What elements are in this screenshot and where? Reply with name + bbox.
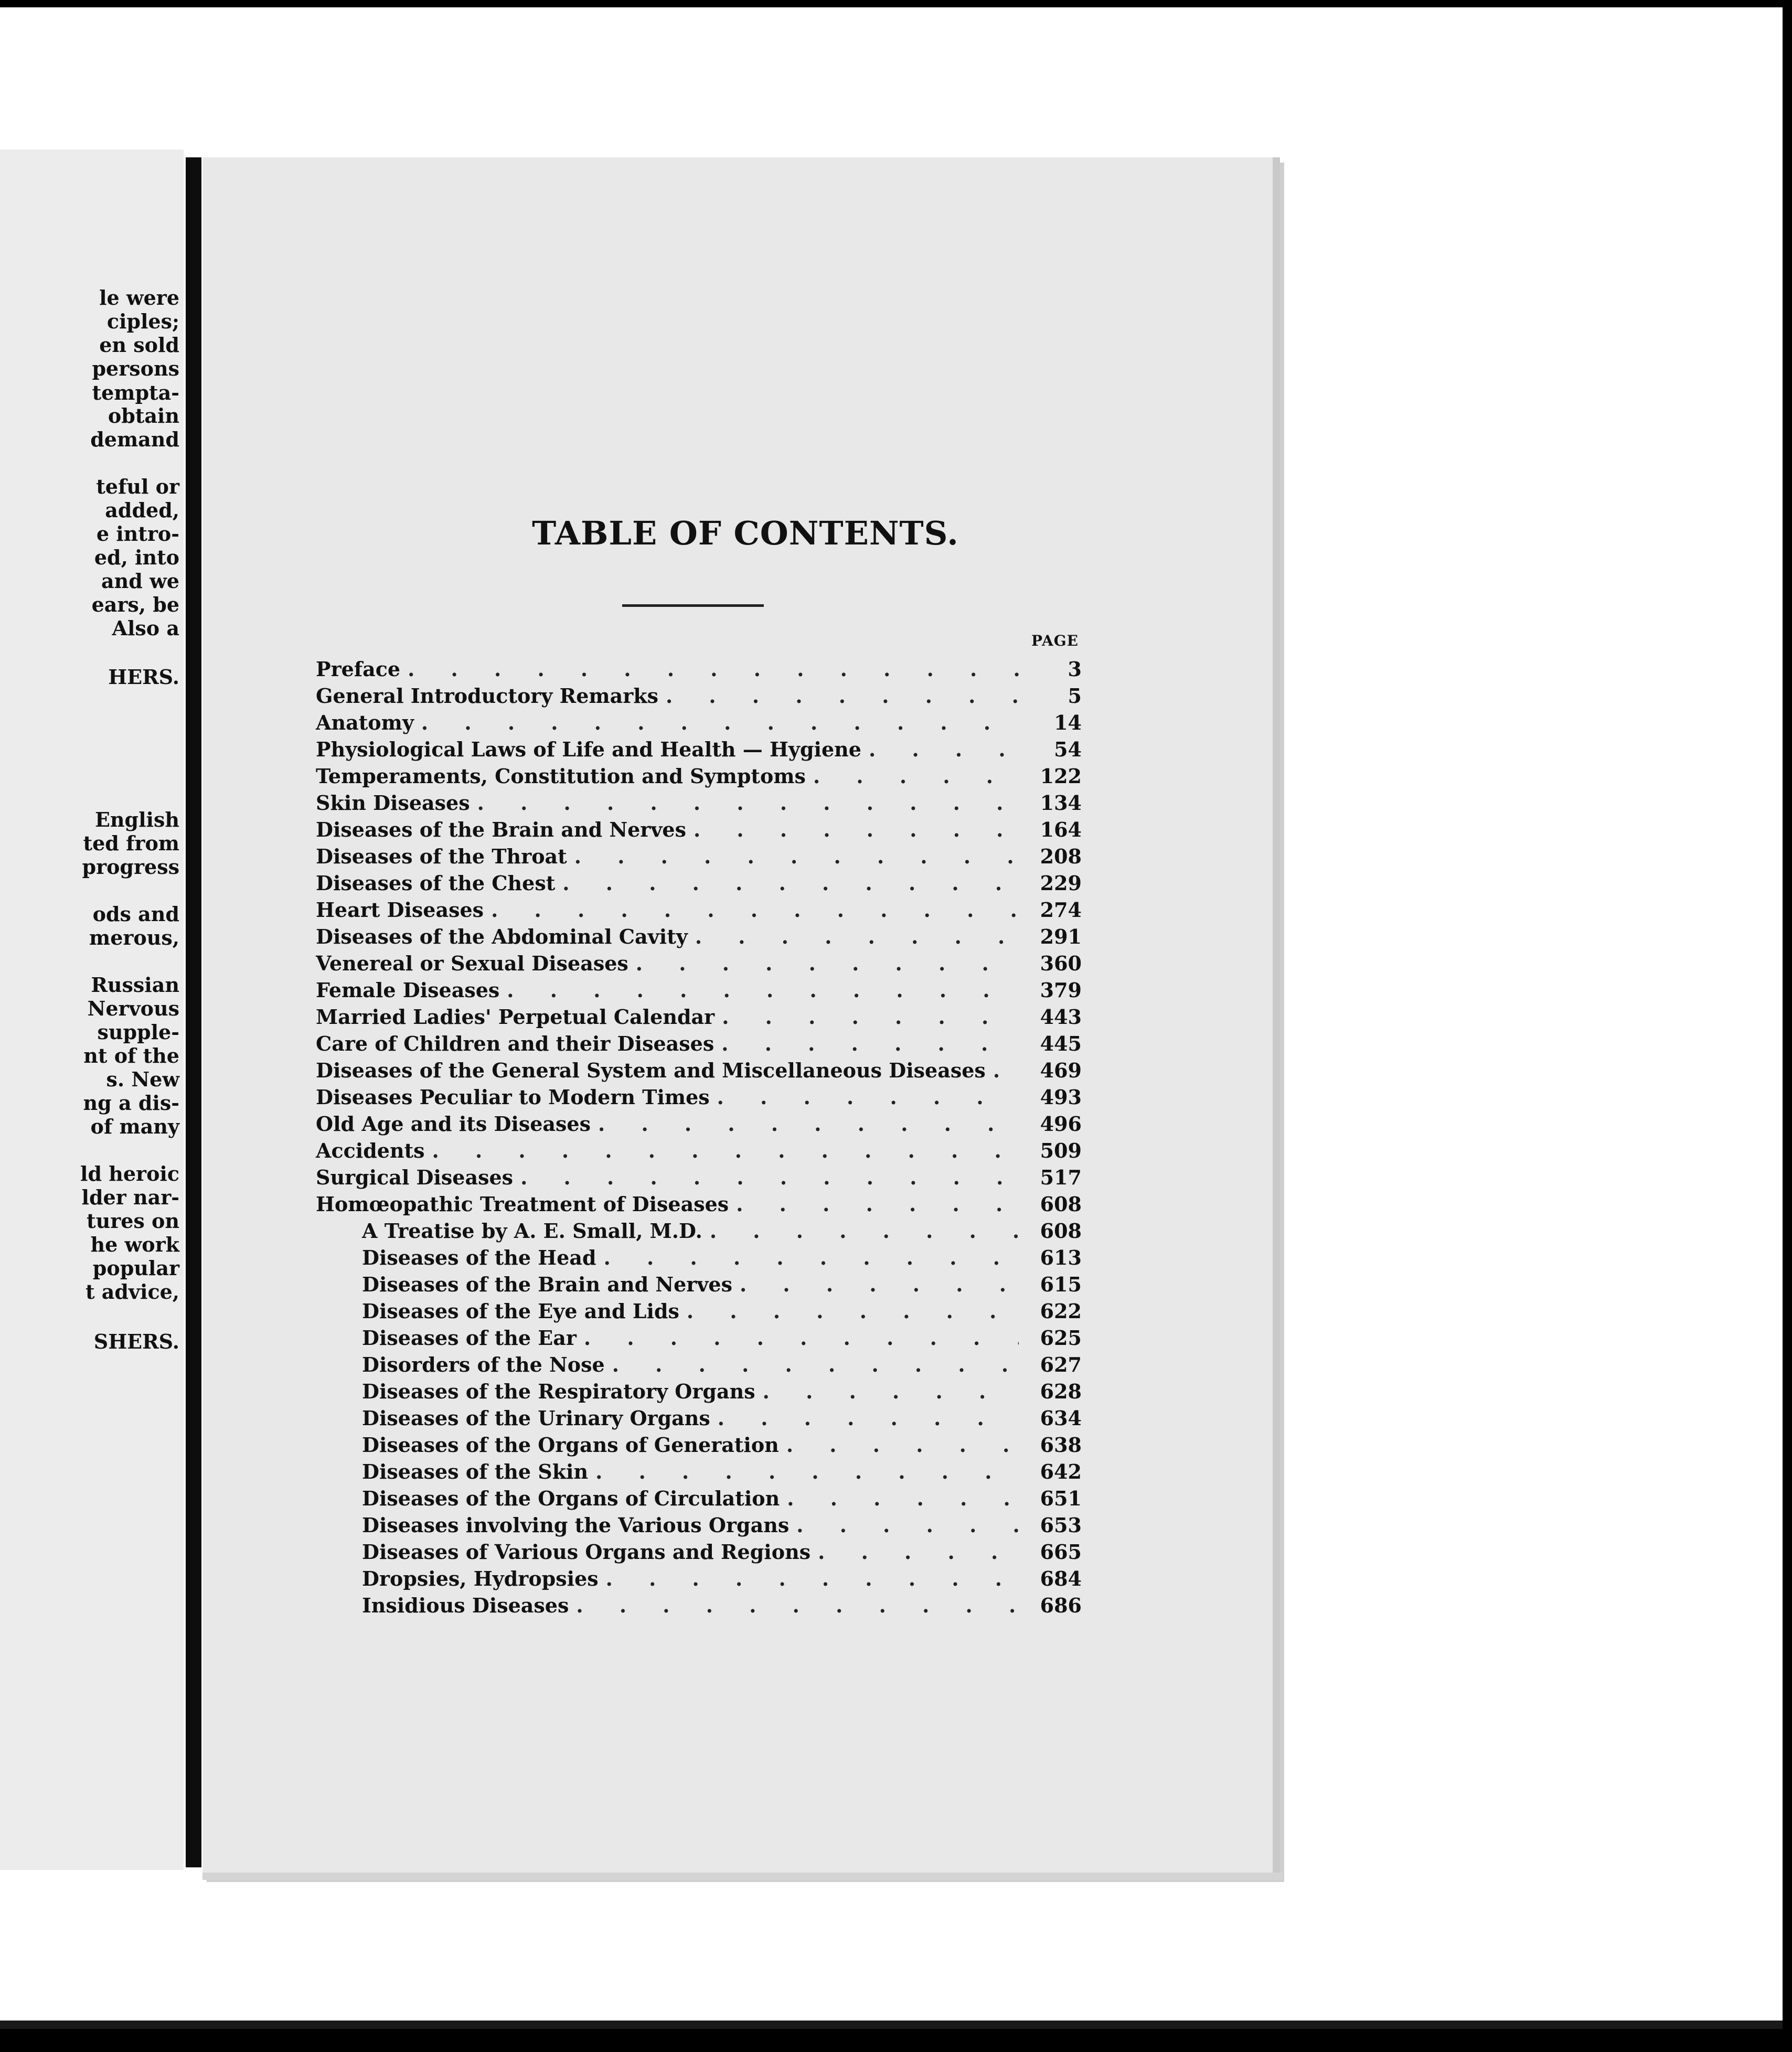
toc-entry: [316, 1538, 1082, 1565]
facing-page-line: le were: [99, 286, 179, 309]
toc-entry: [316, 763, 1082, 789]
dot-leader: [694, 816, 1019, 843]
toc-list: [316, 656, 1082, 1619]
facing-page-line: ears, be: [91, 593, 179, 616]
toc-entry-title: Diseases Peculiar to Modern Times: [316, 1085, 710, 1109]
facing-page-line: progress: [82, 855, 179, 879]
toc-entry-page-number: 469: [1040, 1059, 1082, 1082]
toc-entry: [316, 1164, 1082, 1191]
toc-entry-title: Skin Diseases: [316, 791, 470, 815]
dot-leader: [736, 1191, 1019, 1217]
toc-entry-page-number: 638: [1040, 1433, 1082, 1457]
facing-page-line: ciples;: [106, 309, 179, 333]
toc-entry-title: Homœopathic Treatment of Diseases: [316, 1192, 729, 1216]
dot-leader: [740, 1271, 1019, 1298]
facing-page-line: ods and: [92, 902, 179, 926]
toc-entry: [316, 1565, 1082, 1592]
toc-entry-title: Heart Diseases: [316, 898, 484, 922]
dot-leader: [584, 1324, 1019, 1351]
facing-page-line: Russian: [91, 973, 179, 997]
facing-page-line: added,: [105, 498, 179, 522]
toc-entry-title: Diseases of the Urinary Organs: [362, 1406, 710, 1430]
facing-page-line: ed, into: [94, 546, 179, 569]
facing-page-line: ld heroic: [80, 1162, 179, 1185]
facing-page-line: teful or: [96, 475, 179, 498]
toc-entry: [316, 1217, 1082, 1244]
toc-entry-title: Preface: [316, 657, 401, 681]
dot-leader: [813, 763, 1019, 789]
toc-entry-page-number: 517: [1040, 1166, 1082, 1189]
toc-entry-title: Anatomy: [316, 711, 414, 734]
facing-page-line: ng a dis-: [83, 1091, 179, 1115]
toc-entry: [316, 1592, 1082, 1619]
dot-leader: [666, 682, 1019, 709]
toc-entry: [316, 950, 1082, 977]
toc-entry: [316, 1351, 1082, 1378]
dot-leader: [687, 1298, 1019, 1324]
toc-entry-page-number: 608: [1040, 1219, 1082, 1243]
dot-leader: [432, 1137, 1019, 1164]
scan-border-right: [1783, 0, 1792, 2052]
toc-entry-title: Diseases of the Throat: [316, 845, 567, 868]
toc-entry-title: Female Diseases: [316, 978, 500, 1002]
toc-entry-page-number: 686: [1040, 1594, 1082, 1617]
facing-page-line: merous,: [89, 926, 179, 949]
facing-page-line: tempta-: [92, 381, 179, 404]
toc-entry-title: Diseases of the Abdominal Cavity: [316, 925, 688, 948]
toc-entry-page-number: 274: [1040, 898, 1082, 922]
toc-entry: [316, 1458, 1082, 1485]
toc-entry-page-number: 445: [1040, 1032, 1082, 1055]
scan-border-lower: [0, 2021, 1792, 2029]
toc-entry-page-number: 5: [1068, 684, 1082, 708]
dot-leader: [477, 789, 1019, 816]
toc-entry-title: Diseases of the General System and Miscellaneous Diseases: [316, 1059, 986, 1082]
toc-entry-page-number: 625: [1040, 1326, 1082, 1350]
facing-page-line: persons: [92, 357, 179, 380]
toc-entry-title: Diseases involving the Various Organs: [362, 1513, 790, 1537]
facing-page-line: nt of the: [83, 1044, 179, 1067]
toc-entry: [316, 870, 1082, 896]
toc-entry-page-number: 208: [1040, 845, 1082, 868]
dot-leader: [869, 736, 1019, 763]
facing-page-line: supple-: [97, 1020, 179, 1044]
facing-page-line: of many: [90, 1115, 179, 1138]
dot-leader: [721, 1030, 1019, 1057]
scan-border-bottom: [0, 2029, 1792, 2052]
facing-page-line: HERS.: [108, 665, 179, 689]
toc-entry-page-number: 608: [1040, 1192, 1082, 1216]
toc-entry: [316, 789, 1082, 816]
toc-entry-page-number: 653: [1040, 1513, 1082, 1537]
facing-page-line: t advice,: [85, 1280, 179, 1303]
dot-leader: [763, 1378, 1019, 1405]
toc-entry: [316, 736, 1082, 763]
dot-leader: [520, 1164, 1019, 1191]
toc-entry-title: Disorders of the Nose: [362, 1353, 605, 1376]
dot-leader: [562, 870, 1019, 896]
dot-leader: [576, 1592, 1019, 1619]
toc-entry-page-number: 164: [1040, 818, 1082, 841]
dot-leader: [491, 896, 1019, 923]
toc-entry-page-number: 613: [1040, 1246, 1082, 1269]
toc-entry-title: Insidious Diseases: [362, 1594, 569, 1617]
toc-entry-page-number: 622: [1040, 1299, 1082, 1323]
facing-page-line: ted from: [83, 831, 179, 855]
toc-entry: [316, 977, 1082, 1003]
toc-entry: [316, 1405, 1082, 1431]
toc-entry-title: Diseases of the Brain and Nerves: [316, 818, 686, 841]
title-rule: [622, 604, 764, 607]
toc-entry-page-number: 634: [1040, 1406, 1082, 1430]
toc-entry: [316, 1324, 1082, 1351]
toc-entry-title: Married Ladies' Perpetual Calendar: [316, 1005, 715, 1029]
toc-entry: [316, 1191, 1082, 1217]
facing-page-line: SHERS.: [93, 1330, 179, 1353]
toc-entry: [316, 1003, 1082, 1030]
toc-entry: [316, 1084, 1082, 1110]
toc-entry-title: Diseases of the Chest: [316, 871, 556, 895]
toc-entry-page-number: 615: [1040, 1273, 1082, 1296]
facing-page-line: s. New: [106, 1067, 179, 1091]
toc-entry-title: Diseases of the Brain and Nerves: [362, 1273, 732, 1296]
toc-entry-page-number: 122: [1040, 764, 1082, 788]
toc-entry-page-number: 493: [1040, 1085, 1082, 1109]
facing-page-line: English: [94, 808, 179, 831]
dot-leader: [993, 1057, 1019, 1084]
toc-entry: [316, 1512, 1082, 1538]
toc-entry-page-number: 443: [1040, 1005, 1082, 1029]
toc-entry-title: Physiological Laws of Life and Health — Hygiene: [316, 738, 861, 761]
toc-entry-page-number: 509: [1040, 1139, 1082, 1162]
dot-leader: [796, 1512, 1019, 1538]
toc-entry: [316, 1378, 1082, 1405]
facing-page-line: and we: [101, 569, 179, 593]
toc-entry: [316, 896, 1082, 923]
facing-page-line: tures on: [87, 1209, 179, 1233]
dot-leader: [604, 1244, 1019, 1271]
toc-entry-title: Care of Children and their Diseases: [316, 1032, 714, 1055]
toc-entry-page-number: 360: [1040, 952, 1082, 975]
dot-leader: [787, 1485, 1019, 1512]
toc-entry-title: Diseases of the Head: [362, 1246, 596, 1269]
dot-leader: [818, 1538, 1019, 1565]
toc-entry-page-number: 3: [1068, 657, 1082, 681]
dot-leader: [722, 1003, 1019, 1030]
toc-entry: [316, 1271, 1082, 1298]
dot-leader: [636, 950, 1019, 977]
facing-page-line: Also a: [112, 616, 179, 640]
toc-entry: [316, 816, 1082, 843]
facing-page-line: e intro-: [96, 522, 179, 546]
toc-entry-page-number: 54: [1054, 738, 1082, 761]
facing-page-line: he work: [90, 1233, 179, 1256]
toc-entry-page-number: 291: [1040, 925, 1082, 948]
toc-entry-title: Diseases of the Organs of Generation: [362, 1433, 779, 1457]
facing-page-line: Nervous: [87, 997, 179, 1020]
toc-entry-page-number: 496: [1040, 1112, 1082, 1136]
toc-entry: [316, 1244, 1082, 1271]
toc-entry-page-number: 684: [1040, 1567, 1082, 1590]
toc-entry-page-number: 642: [1040, 1460, 1082, 1483]
toc-entry: [316, 709, 1082, 736]
page-column-heading: PAGE: [1031, 632, 1079, 649]
toc-entry: [316, 1110, 1082, 1137]
toc-entry: [316, 1057, 1082, 1084]
dot-leader: [717, 1084, 1019, 1110]
dot-leader: [718, 1405, 1019, 1431]
dot-leader: [606, 1565, 1019, 1592]
dot-leader: [574, 843, 1019, 870]
toc-entry-title: Diseases of the Organs of Circulation: [362, 1487, 780, 1510]
page-edge: [202, 1873, 1283, 1880]
toc-entry-title: Dropsies, Hydropsies: [362, 1567, 599, 1590]
toc-entry-page-number: 379: [1040, 978, 1082, 1002]
dot-leader: [710, 1217, 1019, 1244]
toc-entry-title: Diseases of the Eye and Lids: [362, 1299, 679, 1323]
toc-entry: [316, 1431, 1082, 1458]
toc-entry-page-number: 229: [1040, 871, 1082, 895]
dot-leader: [595, 1458, 1019, 1485]
toc-entry-title: Old Age and its Diseases: [316, 1112, 591, 1136]
toc-entry: [316, 843, 1082, 870]
scan-border-top: [0, 0, 1792, 7]
page-title: TABLE OF CONTENTS.: [532, 514, 959, 552]
dot-leader: [786, 1431, 1019, 1458]
toc-entry-page-number: 14: [1054, 711, 1082, 734]
toc-entry-page-number: 627: [1040, 1353, 1082, 1376]
toc-entry-title: Accidents: [316, 1139, 425, 1162]
facing-page-line: lder nar-: [81, 1185, 179, 1209]
table-of-contents-page: [202, 157, 1280, 1877]
toc-entry-title: Venereal or Sexual Diseases: [316, 952, 628, 975]
toc-entry-title: A Treatise by A. E. Small, M.D.: [362, 1219, 702, 1243]
toc-entry: [316, 1298, 1082, 1324]
toc-entry-title: Diseases of Various Organs and Regions: [362, 1540, 811, 1564]
facing-page-line: demand: [90, 428, 179, 451]
facing-page-line: popular: [92, 1256, 179, 1280]
toc-entry: [316, 923, 1082, 950]
toc-entry: [316, 1030, 1082, 1057]
facing-page-line: obtain: [108, 404, 179, 428]
toc-entry-page-number: 628: [1040, 1380, 1082, 1403]
toc-entry: [316, 656, 1082, 682]
toc-entry-title: Diseases of the Ear: [362, 1326, 577, 1350]
facing-page-line: en sold: [99, 333, 179, 357]
toc-entry-title: General Introductory Remarks: [316, 684, 658, 708]
toc-entry-page-number: 665: [1040, 1540, 1082, 1564]
toc-entry: [316, 682, 1082, 709]
toc-entry-title: Diseases of the Respiratory Organs: [362, 1380, 755, 1403]
dot-leader: [507, 977, 1019, 1003]
toc-entry-page-number: 651: [1040, 1487, 1082, 1510]
toc-entry-title: Surgical Diseases: [316, 1166, 514, 1189]
toc-entry-page-number: 134: [1040, 791, 1082, 815]
book-spine: [186, 157, 201, 1867]
toc-entry-title: Diseases of the Skin: [362, 1460, 589, 1483]
toc-entry: [316, 1137, 1082, 1164]
dot-leader: [695, 923, 1019, 950]
dot-leader: [598, 1110, 1019, 1137]
toc-entry-title: Temperaments, Constitution and Symptoms: [316, 764, 806, 788]
dot-leader: [408, 656, 1019, 682]
dot-leader: [421, 709, 1019, 736]
facing-page-left: [0, 149, 184, 1870]
toc-entry: [316, 1485, 1082, 1512]
dot-leader: [612, 1351, 1019, 1378]
